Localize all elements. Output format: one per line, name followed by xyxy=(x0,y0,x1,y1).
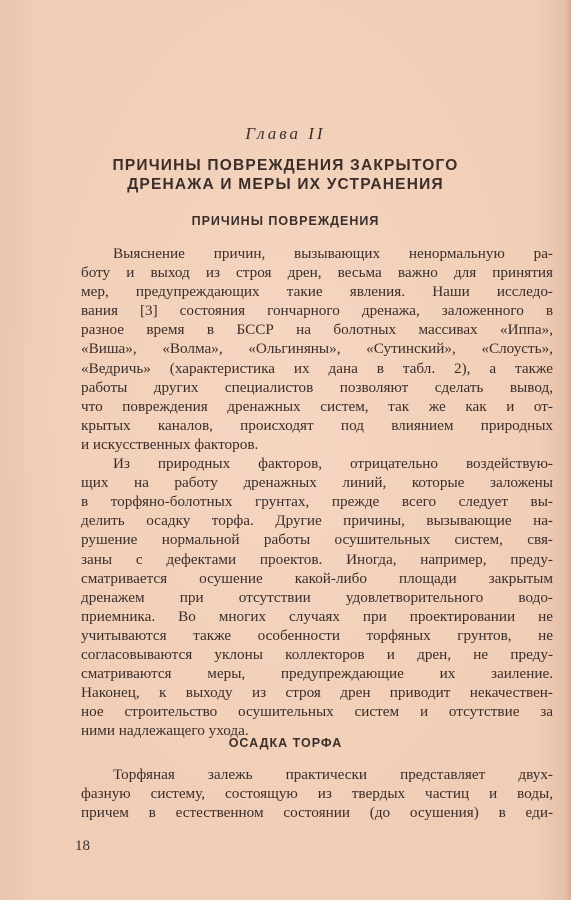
text-line: Из природных факторов, отрицательно воздействую- xyxy=(113,455,553,473)
section-heading-causes: ПРИЧИНЫ ПОВРЕЖДЕНИЯ xyxy=(191,214,380,228)
text-line: рушение нормальной работы осушительных систем, свя- xyxy=(81,531,553,549)
text-line: Торфяная залежь практически представляет двух- xyxy=(113,766,553,783)
text-line: что повреждения дренажных систем, так же как и от- xyxy=(81,397,553,415)
text-line: учитываются также особенности торфяных грунтов, не xyxy=(81,626,553,644)
chapter-title-line: ДРЕНАЖА И МЕРЫ ИХ УСТРАНЕНИЯ xyxy=(127,176,444,193)
text-line: Наконец, к выходу из строя дрен приводит некачествен- xyxy=(81,684,553,702)
text-line: согласовываются уклоны коллекторов и дрен, не преду- xyxy=(81,645,553,663)
text-line: работы других специалистов позволяют сделать вывод, xyxy=(81,378,553,396)
text-line: ное строительство осушительных систем и отсутствие за xyxy=(81,703,553,721)
text-line: вания [3] состояния гончарного дренажа, заложенного в xyxy=(81,302,553,320)
text-line: щих на работу дренажных линий, которые заложены xyxy=(81,474,553,492)
text-line: «Виша», «Волма», «Ольгиняны», «Сутинский», «Слоусть», xyxy=(81,340,553,358)
page-number: 18 xyxy=(75,838,90,854)
text-line: и искусственных факторов. xyxy=(81,435,259,453)
text-line: заны с дефектами проектов. Иногда, например, преду- xyxy=(81,550,553,568)
text-line: разное время в БССР на болотных массивах «Иппа», xyxy=(81,321,553,339)
text-line: приемника. Во многих случаях при проектировании не xyxy=(81,607,553,625)
text-line: в торфяно-болотных грунтах, прежде всего следует вы- xyxy=(81,493,553,511)
text-line: причем в естественном состоянии (до осушения) в еди- xyxy=(81,804,553,822)
text-line: крытых каналов, происходят под влиянием природных xyxy=(81,416,553,434)
text-line: боту и выход из строя дрен, весьма важно для принятия xyxy=(81,264,553,282)
text-line: ними надлежащего ухода. xyxy=(81,722,249,740)
text-line: «Ведричь» (характеристика их дана в табл. 2), а также xyxy=(81,359,553,377)
text-line: мер, предупреждающих такие явления. Наши исследо- xyxy=(81,283,553,301)
text-line: сматривается осушение какой-либо площади закрытым xyxy=(81,569,553,587)
section-peat-settlement-body xyxy=(81,765,553,822)
text-line: сматриваются меры, предупреждающие их заиление. xyxy=(81,665,553,683)
chapter-label: Глава II xyxy=(245,124,326,143)
text-line: дренажем при отсутствии удовлетворительного водо- xyxy=(81,588,553,606)
chapter-title-line: ПРИЧИНЫ ПОВРЕЖДЕНИЯ ЗАКРЫТОГО xyxy=(112,157,459,174)
text-line: Выяснение причин, вызывающих ненормальную ра- xyxy=(113,245,553,262)
section-heading-peat-settlement: ОСАДКА ТОРФА xyxy=(228,736,343,750)
text-line: фазную систему, состоящую из твердых частиц и воды, xyxy=(81,785,553,803)
text-line: делить осадку торфа. Другие причины, вызывающие на- xyxy=(81,512,553,530)
section-causes-body xyxy=(81,244,553,740)
chapter-title xyxy=(0,156,571,194)
